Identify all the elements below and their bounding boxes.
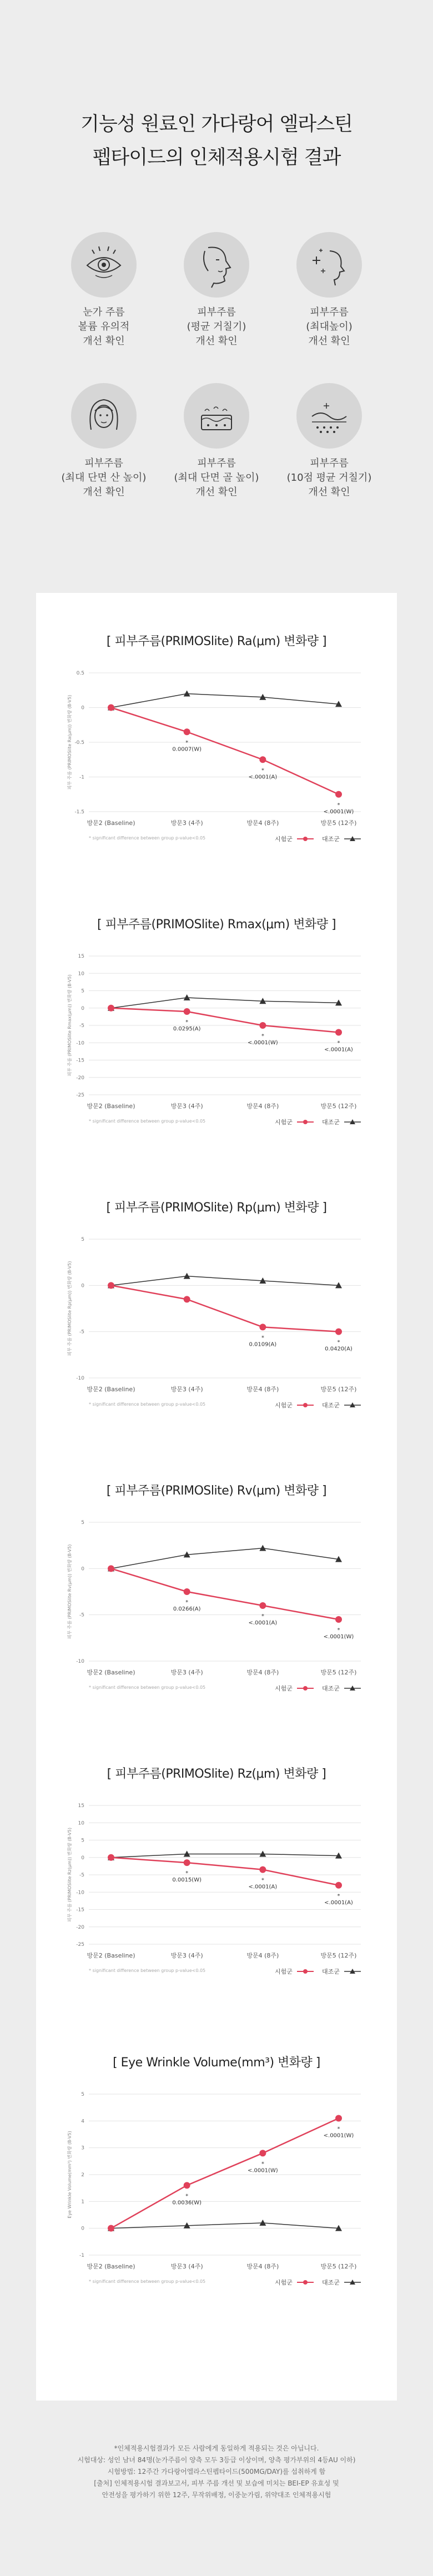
footnote-disclaimer: *인체적용시험결과가 모든 사람에게 동일하게 적용되는 것은 아닙니다. xyxy=(114,2444,319,2452)
series-test-point xyxy=(184,1859,190,1866)
chart-title: [ Eye Wrinkle Volume(mm³) 변화량 ] xyxy=(113,2056,320,2070)
series-test-point xyxy=(108,1854,114,1861)
series-test-point xyxy=(108,1005,114,1012)
legend-test-marker xyxy=(303,1403,308,1407)
y-tick-label: -5 xyxy=(79,1023,84,1029)
significance-star: * xyxy=(337,802,340,808)
series-test-point xyxy=(259,1022,266,1029)
series-test-point xyxy=(184,1008,190,1015)
significance-star: * xyxy=(185,1599,189,1606)
significance-note: * significant difference between group p-value<0.05 xyxy=(89,836,206,841)
y-tick-label: 5 xyxy=(81,1520,84,1526)
x-tick-label: 방문5 (12주) xyxy=(320,1669,357,1676)
skin-layer-icon xyxy=(184,383,249,449)
legend-test-marker xyxy=(303,837,308,841)
series-test-point xyxy=(259,1602,266,1609)
y-axis-label: 피부 주름 (PRIMOSlite Rp(μm)) 변화량 (B-V5) xyxy=(67,1261,72,1356)
y-tick-label: -15 xyxy=(76,1058,84,1064)
legend-control-label: 대조군 xyxy=(322,836,340,843)
y-axis-label: Eye Wrinkle Volume(mm³) 변화량 (B-V5) xyxy=(67,2131,72,2218)
y-tick-label: 15 xyxy=(78,954,84,959)
y-tick-label: 1 xyxy=(81,2199,84,2205)
x-tick-label: 방문2 (Baseline) xyxy=(87,2263,135,2270)
y-tick-label: 0 xyxy=(81,2226,84,2232)
p-value-label: <.0001(A) xyxy=(248,1884,278,1890)
significance-star: * xyxy=(261,1613,264,1619)
series-test-line xyxy=(111,2119,339,2228)
significance-star: * xyxy=(185,1019,189,1025)
feature-item-5 xyxy=(161,383,272,500)
x-tick-label: 방문5 (12주) xyxy=(320,1103,357,1110)
series-control-point xyxy=(259,1545,266,1551)
p-value-label: 0.0420(A) xyxy=(325,1346,353,1352)
series-test-point xyxy=(335,1029,342,1036)
series-test-point xyxy=(184,1296,190,1302)
chart-title: [ 피부주름(PRIMOSlite) Rv(μm) 변화량 ] xyxy=(106,1484,327,1498)
y-tick-label: -10 xyxy=(76,1376,84,1381)
p-value-label: 0.0109(A) xyxy=(249,1341,277,1348)
x-tick-label: 방문3 (4주) xyxy=(170,1103,203,1110)
p-value-label: 0.0007(W) xyxy=(172,746,202,753)
legend-control-label: 대조군 xyxy=(322,1968,340,1975)
y-tick-label: 3 xyxy=(81,2145,84,2151)
significance-star: * xyxy=(337,1893,340,1899)
y-tick-label: -10 xyxy=(76,1890,84,1896)
y-tick-label: 5 xyxy=(81,2092,84,2097)
y-tick-label: -25 xyxy=(76,1093,84,1098)
y-tick-label: 0 xyxy=(81,1005,84,1012)
legend-test-label: 시험군 xyxy=(275,1119,293,1126)
p-value-label: 0.0295(A) xyxy=(173,1026,201,1032)
legend-test-label: 시험군 xyxy=(275,1402,293,1409)
feature-text-2: 피부주름 (평균 거칠기) 개선 확인 xyxy=(187,306,246,347)
y-tick-label: 0.5 xyxy=(76,671,84,676)
x-tick-label: 방문4 (8주) xyxy=(246,1952,279,1959)
chart-rp-plot xyxy=(36,1228,397,1428)
footnote-subjects: 시험대상: 성인 남녀 84명(눈가주름이 양측 모두 3등급 이상이며, 양측 평가부위의 4등AU 이하) xyxy=(77,2456,356,2464)
significance-note: * significant difference between group p-value<0.05 xyxy=(89,2279,206,2284)
y-axis-label: 피부 주름 (PRIMOSlite Rz(μm)) 변화량 (B-V5) xyxy=(67,1827,72,1923)
x-tick-label: 방문4 (8주) xyxy=(246,2263,279,2270)
feature-item-4 xyxy=(48,383,159,500)
significance-star: * xyxy=(337,1339,340,1346)
x-tick-label: 방문5 (12주) xyxy=(320,1386,357,1393)
significance-star: * xyxy=(185,739,189,746)
x-tick-label: 방문3 (4주) xyxy=(170,1386,203,1393)
series-test-point xyxy=(259,1866,266,1873)
chart-title: [ 피부주름(PRIMOSlite) Rp(μm) 변화량 ] xyxy=(106,1201,327,1215)
significance-star: * xyxy=(261,1033,264,1039)
y-tick-label: -10 xyxy=(76,1659,84,1664)
y-tick-label: -1 xyxy=(79,774,84,781)
x-tick-label: 방문5 (12주) xyxy=(320,2263,357,2270)
y-axis-label: 피부 주름 (PRIMOSlite Rv(μm)) 변화량 (B-V5) xyxy=(67,1544,72,1639)
y-tick-label: 5 xyxy=(81,988,84,994)
series-test-point xyxy=(108,1565,114,1572)
y-tick-label: 5 xyxy=(81,1838,84,1844)
y-tick-label: -5 xyxy=(79,1873,84,1878)
significance-note: * significant difference between group p-value<0.05 xyxy=(89,1119,206,1124)
significance-star: * xyxy=(185,1870,189,1877)
legend-test-label: 시험군 xyxy=(275,1968,293,1975)
y-tick-label: 2 xyxy=(81,2172,84,2178)
y-tick-label: -15 xyxy=(76,1907,84,1913)
p-value-label: <.0001(W) xyxy=(323,808,354,815)
feature-item-6 xyxy=(274,383,385,500)
series-test-point xyxy=(259,756,266,763)
series-control-point xyxy=(184,1273,190,1279)
series-test-point xyxy=(335,1616,342,1623)
legend-test-marker xyxy=(303,2280,308,2285)
feature-item-3 xyxy=(274,232,385,349)
series-test-point xyxy=(184,2182,190,2188)
series-test-point xyxy=(259,1324,266,1330)
p-value-label: 0.0266(A) xyxy=(173,1606,201,1612)
chart-rmax-plot xyxy=(36,945,397,1145)
y-tick-label: 10 xyxy=(78,971,84,977)
p-value-label: <.0001(A) xyxy=(324,1899,353,1906)
x-tick-label: 방문2 (Baseline) xyxy=(87,819,135,827)
legend-test-label: 시험군 xyxy=(275,2279,293,2286)
chart-title: [ 피부주름(PRIMOSlite) Ra(μm) 변화량 ] xyxy=(106,635,327,648)
series-control-line xyxy=(111,1276,339,1286)
significance-star: * xyxy=(185,2193,189,2200)
y-tick-label: 10 xyxy=(78,1820,84,1827)
significance-star: * xyxy=(337,1627,340,1633)
p-value-label: <.0001(A) xyxy=(324,1046,353,1053)
y-tick-label: -10 xyxy=(76,1040,84,1046)
x-tick-label: 방문4 (8주) xyxy=(246,1669,279,1676)
feature-text-1: 눈가 주름 볼륨 유의적 개선 확인 xyxy=(78,306,130,347)
series-control-line xyxy=(111,1854,339,1858)
x-tick-label: 방문2 (Baseline) xyxy=(87,1952,135,1959)
significance-star: * xyxy=(261,1335,264,1341)
series-test-line xyxy=(111,708,339,794)
series-test-point xyxy=(335,1882,342,1889)
series-test-line xyxy=(111,1285,339,1331)
x-tick-label: 방문3 (4주) xyxy=(170,1669,203,1676)
footnote-method: 시험방법: 12주간 가다랑어엘라스틴펩타이드(500MG/DAY)를 섭취하게 함 xyxy=(107,2468,326,2476)
y-tick-label: 4 xyxy=(81,2119,84,2125)
series-test-line xyxy=(111,1858,339,1885)
feature-text-3: 피부주름 (최대높이) 개선 확인 xyxy=(306,306,353,347)
series-test-point xyxy=(335,791,342,798)
chart-title: [ 피부주름(PRIMOSlite) Rmax(μm) 변화량 ] xyxy=(97,918,336,932)
legend-test-label: 시험군 xyxy=(275,1685,293,1692)
series-test-line xyxy=(111,1568,339,1619)
feature-text-6: 피부주름 (10점 평균 거칠기) 개선 확인 xyxy=(286,457,372,498)
x-tick-label: 방문4 (8주) xyxy=(246,1103,279,1110)
significance-star: * xyxy=(337,1040,340,1046)
face-profile-icon xyxy=(184,232,249,298)
page-title-line1: 기능성 원료인 가다랑어 엘라스틴 xyxy=(80,113,353,135)
charts-panel xyxy=(36,593,397,2401)
p-value-label: <.0001(W) xyxy=(247,1040,278,1046)
chart-ra-plot xyxy=(36,662,397,862)
x-tick-label: 방문2 (Baseline) xyxy=(87,1103,135,1110)
feature-item-1 xyxy=(48,232,159,349)
series-test-line xyxy=(111,1008,339,1033)
p-value-label: <.0001(A) xyxy=(248,774,278,781)
significance-note: * significant difference between group p-value<0.05 xyxy=(89,1968,206,1973)
chart-rv-plot xyxy=(36,1511,397,1711)
y-tick-label: 0 xyxy=(81,1855,84,1861)
legend-control-label: 대조군 xyxy=(322,1685,340,1692)
chart-title: [ 피부주름(PRIMOSlite) Rz(μm) 변화량 ] xyxy=(107,1767,326,1781)
chart-rz-plot xyxy=(36,1794,397,1994)
x-tick-label: 방문2 (Baseline) xyxy=(87,1386,135,1393)
y-axis-label: 피부 주름 (PRIMOSlite Rmax(μm)) 변화량 (B-V5) xyxy=(67,974,72,1076)
y-tick-label: -20 xyxy=(76,1075,84,1081)
series-test-point xyxy=(108,1282,114,1289)
page xyxy=(36,0,397,2576)
x-tick-label: 방문2 (Baseline) xyxy=(87,1669,135,1676)
y-tick-label: -1.5 xyxy=(74,809,84,815)
x-tick-label: 방문4 (8주) xyxy=(246,819,279,827)
series-test-point xyxy=(259,2150,266,2156)
significance-star: * xyxy=(261,767,264,774)
feature-item-2 xyxy=(161,232,272,349)
y-tick-label: 5 xyxy=(81,1237,84,1242)
footnote-source: [출처] 인체적용시험 결과보고서, 피부 주름 개선 및 보습에 미치는 BEI-EP 유효성 및 xyxy=(94,2479,339,2487)
y-axis-label: 피부 주름 (PRIMOSlite Ra(μm)) 변화량 (B-V5) xyxy=(67,695,72,790)
y-tick-label: 0 xyxy=(81,705,84,711)
significance-note: * significant difference between group p-value<0.05 xyxy=(89,1685,206,1690)
p-value-label: <.0001(W) xyxy=(323,2132,354,2139)
feature-text-5: 피부주름 (최대 단면 골 높이) 개선 확인 xyxy=(174,457,259,498)
x-tick-label: 방문5 (12주) xyxy=(320,819,357,827)
significance-star: * xyxy=(261,1877,264,1884)
woman-face-icon xyxy=(71,383,137,449)
x-tick-label: 방문3 (4주) xyxy=(170,819,203,827)
footnote-source-2: 안전성을 평가하기 위한 12주, 무작위배정, 이중눈가림, 위약대조 인체적용시험 xyxy=(102,2491,331,2499)
legend-control-label: 대조군 xyxy=(322,2279,340,2286)
legend-control-label: 대조군 xyxy=(322,1402,340,1409)
x-tick-label: 방문3 (4주) xyxy=(170,1952,203,1959)
p-value-label: <.0001(A) xyxy=(248,1620,278,1626)
legend-test-marker xyxy=(303,1120,308,1124)
significance-star: * xyxy=(337,2126,340,2132)
chart-eye-volume-plot xyxy=(36,2083,397,2305)
series-test-point xyxy=(184,1588,190,1595)
series-test-point xyxy=(335,2115,342,2122)
x-tick-label: 방문4 (8주) xyxy=(246,1386,279,1393)
series-control-line xyxy=(111,694,339,708)
skin-dots-icon xyxy=(296,383,362,449)
series-test-point xyxy=(184,728,190,735)
feature-text-4: 피부주름 (최대 단면 산 높이) 개선 확인 xyxy=(61,457,147,498)
page-title-line2: 펩타이드의 인체적용시험 결과 xyxy=(92,147,341,169)
series-control-line xyxy=(111,1548,339,1569)
significance-note: * significant difference between group p-value<0.05 xyxy=(89,1402,206,1407)
y-tick-label: 15 xyxy=(78,1803,84,1809)
eye-wrinkle-icon xyxy=(71,232,137,298)
significance-star: * xyxy=(261,2161,264,2167)
p-value-label: 0.0015(W) xyxy=(172,1877,202,1884)
x-tick-label: 방문3 (4주) xyxy=(170,2263,203,2270)
y-tick-label: -5 xyxy=(79,1329,84,1335)
series-control-line xyxy=(111,2223,339,2228)
series-test-point xyxy=(108,705,114,711)
series-test-point xyxy=(335,1329,342,1335)
series-test-point xyxy=(108,2225,114,2232)
x-tick-label: 방문5 (12주) xyxy=(320,1952,357,1959)
y-tick-label: 0 xyxy=(81,1283,84,1289)
sparkle-face-icon xyxy=(296,232,362,298)
legend-test-label: 시험군 xyxy=(275,836,293,843)
p-value-label: 0.0036(W) xyxy=(172,2200,202,2206)
series-control-line xyxy=(111,998,339,1008)
y-tick-label: -1 xyxy=(79,2253,84,2258)
y-tick-label: 0 xyxy=(81,1566,84,1572)
legend-test-marker xyxy=(303,1969,308,1974)
y-tick-label: -5 xyxy=(79,1612,84,1618)
legend-test-marker xyxy=(303,1686,308,1690)
legend-control-label: 대조군 xyxy=(322,1119,340,1126)
p-value-label: <.0001(W) xyxy=(323,1634,354,1640)
y-tick-label: -25 xyxy=(76,1942,84,1948)
y-tick-label: -0.5 xyxy=(74,740,84,746)
y-tick-label: -20 xyxy=(76,1924,84,1930)
p-value-label: <.0001(W) xyxy=(247,2167,278,2174)
